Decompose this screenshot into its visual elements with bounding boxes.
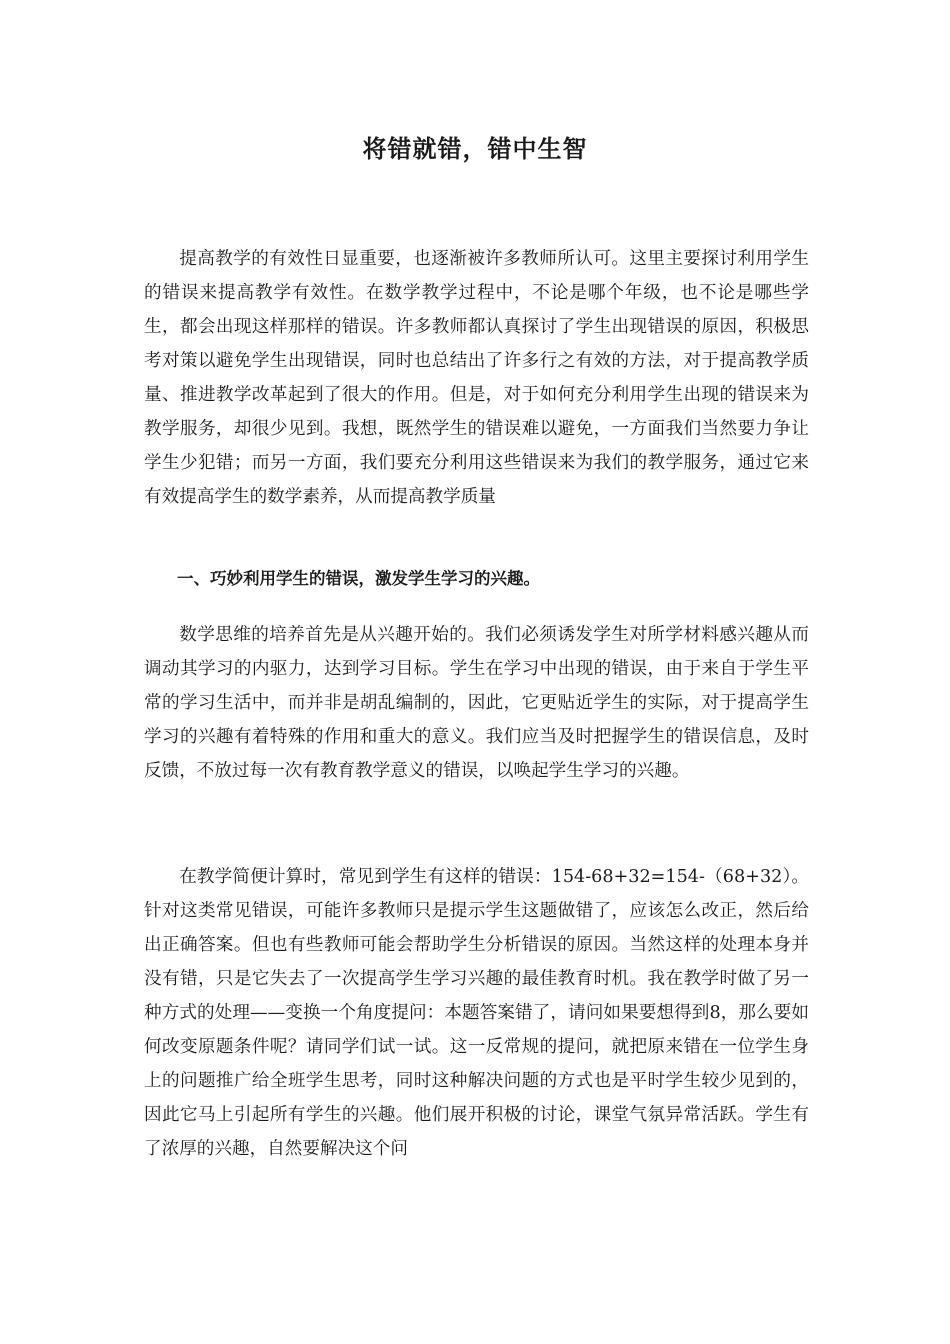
section-paragraph-2: 在教学简便计算时，常见到学生有这样的错误：154-68+32=154-（68+32）。针对这类常见错误，可能许多教师只是提示学生这题做错了，应该怎么改正，然后给出正确答案。但也有些教师可能会帮助学生分析错误的原因。当然这样的处理本身并没有错，只是它失去了一次提高学生学习兴趣的最佳教育时机。我在教学时做了另一种方式的处理——变换一个角度提问：本题答案错了，请问如果要想得到8，那么要如何改变原题条件呢？请同学们试一试。这一反常规的提问，就把原来错在一位学生身上的问题推广给全班学生思考，同时这种解决问题的方式也是平时学生较少见到的，因此它马上引起所有学生的兴趣。他们展开积极的讨论，课堂气氛异常活跃。学生有了浓厚的兴趣，自然要解决这个问 [144, 867, 809, 1159]
intro-paragraph: 提高教学的有效性日显重要，也逐渐被许多教师所认可。这里主要探讨利用学生的错误来提高教学有效性。在数学教学过程中，不论是哪个年级，也不论是哪些学生，都会出现这样那样的错误。许多教师都认真探讨了学生出现错误的原因，积极思考对策以避免学生出现错误，同时也总结出了许多行之有效的方法，对于提高教学质量、推进教学改革起到了很大的作用。但是，对于如何充分利用学生出现的错误来为教学服务，却很少见到。我想，既然学生的错误难以避免，一方面我们当然要力争让学生少犯错；而另一方面，我们要充分利用这些错误来为我们的教学服务，通过它来有效提高学生的数学素养，从而提高教学质量 [144, 249, 809, 507]
document-title: 将错就错，错中生智 [362, 135, 588, 163]
section-heading: 一、巧妙利用学生的错误，激发学生学习的兴趣。 [177, 569, 540, 588]
section-paragraph-1: 数学思维的培养首先是从兴趣开始的。我们必须诱发学生对所学材料感兴趣从而调动其学习的内驱力，达到学习目标。学生在学习中出现的错误，由于来自于学生平常的学习生活中，而并非是胡乱编制的，因此，它更贴近学生的实际，对于提高学生学习的兴趣有着特殊的作用和重大的意义。我们应当及时把握学生的错误信息，及时反馈，不放过每一次有教育教学意义的错误，以唤起学生学习的兴趣。 [144, 625, 809, 781]
